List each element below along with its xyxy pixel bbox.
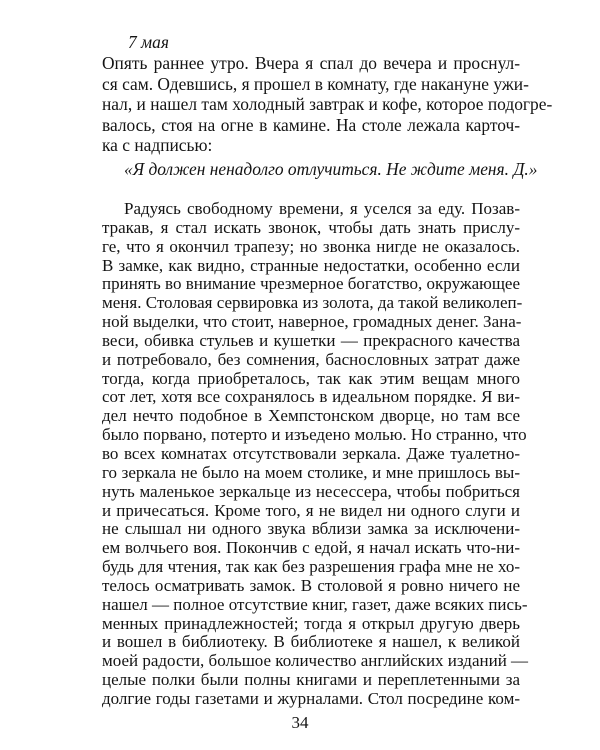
text-line: нал, и нашел там холодный завтрак и кофе, которое подогре- <box>102 94 553 115</box>
text-line: Радуясь свободному времени, я уселся за еду. Позав- <box>124 199 520 218</box>
text-line: дел нечто подобное в Хемпстонском дворце, но там все <box>102 406 520 426</box>
text-line: было порвано, потерто и изъедено молью. Но странно, что <box>102 425 527 445</box>
card-note: «Я должен ненадолго отлучиться. Не ждите меня. Д.» <box>124 159 538 179</box>
entry-date: 7 мая <box>128 32 169 52</box>
text-line: меня. Столовая сервировка из золота, да такой великолеп- <box>102 293 523 313</box>
text-line: будь для чтения, так как без разрешения графа мне не хо- <box>102 557 520 577</box>
text-line: менных принадлежностей; тогда я открыл другую дверь <box>102 613 520 633</box>
text-line: принять во внимание чрезмерное богатство, окружающее <box>102 274 521 294</box>
text-line: моей радости, большое количество английских изданий — <box>102 651 529 671</box>
text-line: ем волчьего воя. Покончив с едой, я начал искать что-ни- <box>102 538 520 558</box>
text-line: сот лет, хотя все сохранялось в идеальном порядке. Я ви- <box>102 387 520 407</box>
text-line: Опять раннее утро. Вчера я спал до вечера и проснул- <box>102 53 520 73</box>
text-line: го зеркала не было на моем столике, и мне пришлось вы- <box>102 462 520 482</box>
text-line: веси, обивка стульев и кушетки — прекрасного качества <box>102 330 520 350</box>
text-line: телось осматривать замок. В столовой я ровно ничего не <box>102 575 520 595</box>
text-line: целые полки были полны книгами и переплетенными за <box>102 670 520 690</box>
text-line: ся сам. Одевшись, я прошел в комнату, где накануне ужи- <box>102 73 529 94</box>
text-line: и потребовало, без сомнения, баснословных затрат даже <box>102 349 520 369</box>
text-line: тогда, когда приобреталось, так как этим вещам много <box>102 368 520 388</box>
text-line: тракав, я стал искать звонок, чтобы дать знать прислу- <box>102 217 520 237</box>
text-line: нуть маленькое зеркальце из несессера, чтобы побриться <box>102 481 520 501</box>
text-line: валось, стоя на огне в камине. На столе лежала карточ- <box>102 114 520 135</box>
text-line: долгие годы газетами и журналами. Стол посредине ком- <box>102 689 520 708</box>
text-line: и причесаться. Кроме того, я не видел ни одного слуги и <box>102 500 520 520</box>
text-line: и вошел в библиотеку. В библиотеке я нашел, к великой <box>102 632 520 652</box>
text-line: ной выделки, что стоит, наверное, громадных денег. Зана- <box>102 312 522 332</box>
page-number: 34 <box>291 713 309 732</box>
text-line: В замке, как видно, странные недостатки, особенно если <box>102 255 520 275</box>
text-line: во всех комнатах отсутствовали зеркала. Даже туалетно- <box>102 444 520 463</box>
text-line: нашел — полное отсутствие книг, газет, даже всяких пись- <box>102 594 528 614</box>
text-line: не слышал ни одного звука вблизи замка за исключени- <box>102 519 520 539</box>
text-line: ге, что я окончил трапезу; но звонка нигде не оказалось. <box>102 236 520 256</box>
text-line: ка с надписью: <box>102 135 213 156</box>
